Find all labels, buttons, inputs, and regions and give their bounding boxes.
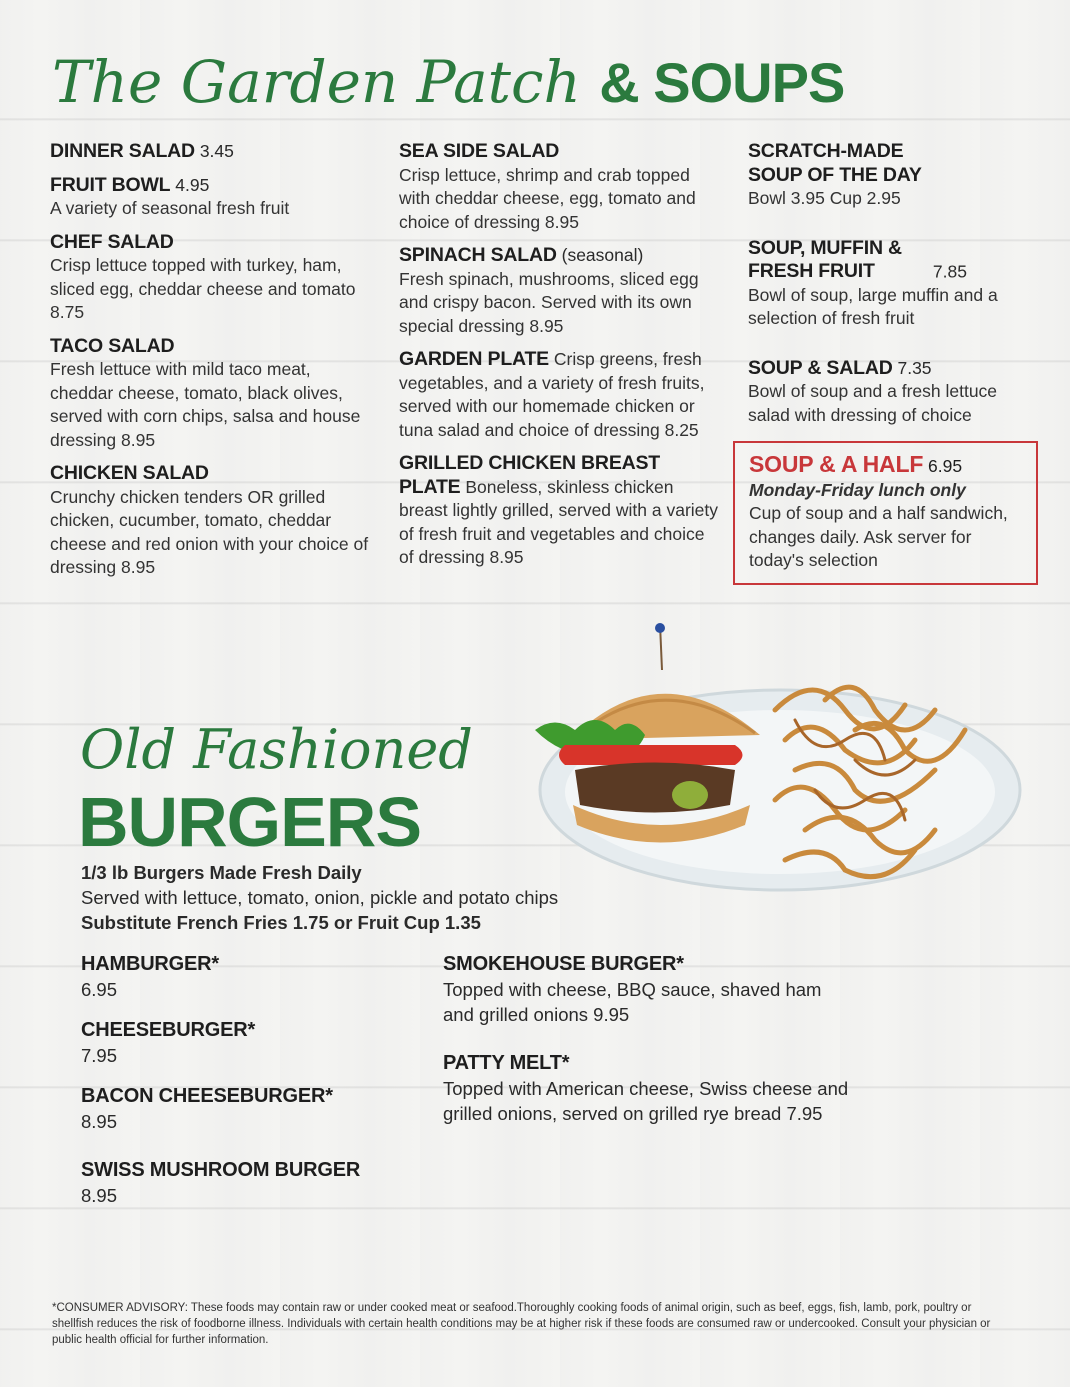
- menu-item: [81, 952, 421, 1002]
- section-title-garden-patch: [52, 48, 844, 116]
- item-price: 8.95: [81, 1185, 118, 1206]
- item-name: SOUP, MUFFIN & FRESH FRUIT: [748, 236, 902, 282]
- item-description: Topped with American cheese, Swiss cheese and grilled onions, served on grilled rye bread 7.95: [443, 1078, 849, 1124]
- menu-item: [443, 952, 883, 1027]
- item-name: GARDEN PLATE: [399, 348, 549, 370]
- item-price: 7.95: [81, 1045, 118, 1066]
- burger-intro-line-2: Served with lettuce, tomato, onion, pickle and potato chips: [81, 887, 559, 908]
- item-description: Fresh lettuce with mild taco meat, cheddar cheese, tomato, black olives, served with corn chips, salsa and house dressing 8.95: [50, 359, 361, 450]
- menu-item: [399, 452, 719, 570]
- item-name: DINNER SALAD: [50, 140, 195, 162]
- special-availability: Monday-Friday lunch only: [749, 479, 966, 500]
- item-description: Bowl 3.95 Cup 2.95: [748, 188, 901, 208]
- item-name: SCRATCH-MADE SOUP OF THE DAY: [748, 140, 922, 186]
- special-price: 6.95: [928, 456, 963, 476]
- item-name: CHICKEN SALAD: [50, 462, 209, 484]
- soup-column: [748, 140, 1038, 585]
- section-title-burgers: BURGERS: [78, 783, 422, 861]
- item-name: CHEF SALAD: [50, 230, 174, 253]
- script-title: The Garden Patch: [52, 48, 581, 116]
- item-price: 6.95: [81, 979, 118, 1000]
- menu-item: [399, 348, 719, 442]
- item-description: Topped with cheese, BBQ sauce, shaved ham and grilled onions 9.95: [443, 979, 822, 1025]
- burger-intro-line-3: Substitute French Fries 1.75 or Fruit Cup 1.35: [81, 912, 481, 933]
- item-price: 7.85: [932, 261, 967, 281]
- menu-item: [81, 1018, 421, 1068]
- item-price: 4.95: [175, 174, 210, 195]
- menu-item: [81, 1084, 421, 1134]
- item-price: 3.45: [199, 141, 234, 161]
- menu-item: [50, 140, 370, 164]
- item-name: FRUIT BOWL: [50, 173, 171, 196]
- menu-item: [443, 1051, 883, 1126]
- item-description: Crisp greens, fresh vegetables, and a variety of fresh fruits, served with our homemade chicken or tuna salad and choice of dressing 8.25: [399, 349, 705, 440]
- special-name: SOUP & A HALF: [749, 451, 924, 477]
- item-description: Fresh spinach, mushrooms, sliced egg and crispy bacon. Served with its own special dressing 8.95: [399, 268, 699, 336]
- menu-item: [748, 357, 1038, 428]
- item-name: SPINACH SALAD: [399, 244, 557, 266]
- item-description: Bowl of soup, large muffin and a selection of fresh fruit: [748, 284, 998, 328]
- menu-item: [399, 140, 719, 234]
- item-description: A variety of seasonal fresh fruit: [50, 198, 290, 218]
- item-name: PATTY MELT*: [443, 1052, 570, 1074]
- menu-item: [399, 244, 719, 338]
- special-description: Cup of soup and a half sandwich, changes daily. Ask server for today's selection: [749, 503, 1008, 570]
- item-description: Crunchy chicken tenders OR grilled chicken, cucumber, tomato, cheddar cheese and red onion with your choice of dressing 8.95: [50, 486, 369, 577]
- burger-column-2: [443, 952, 883, 1142]
- item-description: Bowl of soup and a fresh lettuce salad with dressing of choice: [748, 381, 998, 425]
- item-name: SOUP & SALAD: [748, 356, 893, 379]
- item-description: Crisp lettuce, shrimp and crab topped with cheddar cheese, egg, tomato and choice of dressing 8.95: [399, 164, 696, 232]
- item-price: 7.35: [897, 357, 932, 378]
- menu-item: [50, 462, 370, 580]
- section-title-script: Old Fashioned: [80, 718, 473, 781]
- item-name: CHEESEBURGER*: [81, 1019, 256, 1041]
- item-note: (seasonal): [561, 245, 644, 265]
- item-name: HAMBURGER*: [81, 953, 220, 975]
- item-name: TACO SALAD: [50, 334, 175, 357]
- menu-item: [50, 335, 370, 453]
- menu-item: [50, 231, 370, 325]
- menu-item: [50, 174, 370, 221]
- consumer-advisory: *CONSUMER ADVISORY: These foods may contain raw or under cooked meat or seafood.Thoroughly cooking foods of animal origin, such as beef, eggs, fish, lamb, pork, poultry or shellfish reduces the risk of foodborne illness. Individuals with certain health conditions may be at higher risk if these foods are consumed raw or undercooked. Consult your physician or public health official for further information.: [52, 1302, 991, 1346]
- bold-title: & SOUPS: [599, 51, 845, 114]
- burger-intro: [81, 860, 681, 935]
- item-name: SEA SIDE SALAD: [399, 140, 560, 162]
- item-price: 8.95: [81, 1111, 118, 1132]
- item-name: SWISS MUSHROOM BURGER: [81, 1159, 361, 1181]
- special-box: [733, 441, 1038, 585]
- burger-intro-line-1: 1/3 lb Burgers Made Fresh Daily: [81, 862, 362, 883]
- salad-column-1: [50, 140, 370, 590]
- item-name: BACON CHEESEBURGER*: [81, 1085, 333, 1107]
- menu-item: [748, 140, 1038, 211]
- burger-column-1: [81, 952, 421, 1224]
- item-name: GRILLED CHICKEN BREAST PLATE: [399, 452, 661, 498]
- salad-column-2: [399, 140, 719, 580]
- item-name: SMOKEHOUSE BURGER*: [443, 953, 684, 975]
- item-description: Crisp lettuce topped with turkey, ham, sliced egg, cheddar cheese and tomato 8.75: [50, 255, 356, 322]
- menu-item: [748, 237, 1038, 331]
- menu-item: [81, 1158, 421, 1208]
- item-description: Boneless, skinless chicken breast lightly grilled, served with a variety of fresh fruit and vegetables and choice of dressing 8.95: [399, 476, 719, 567]
